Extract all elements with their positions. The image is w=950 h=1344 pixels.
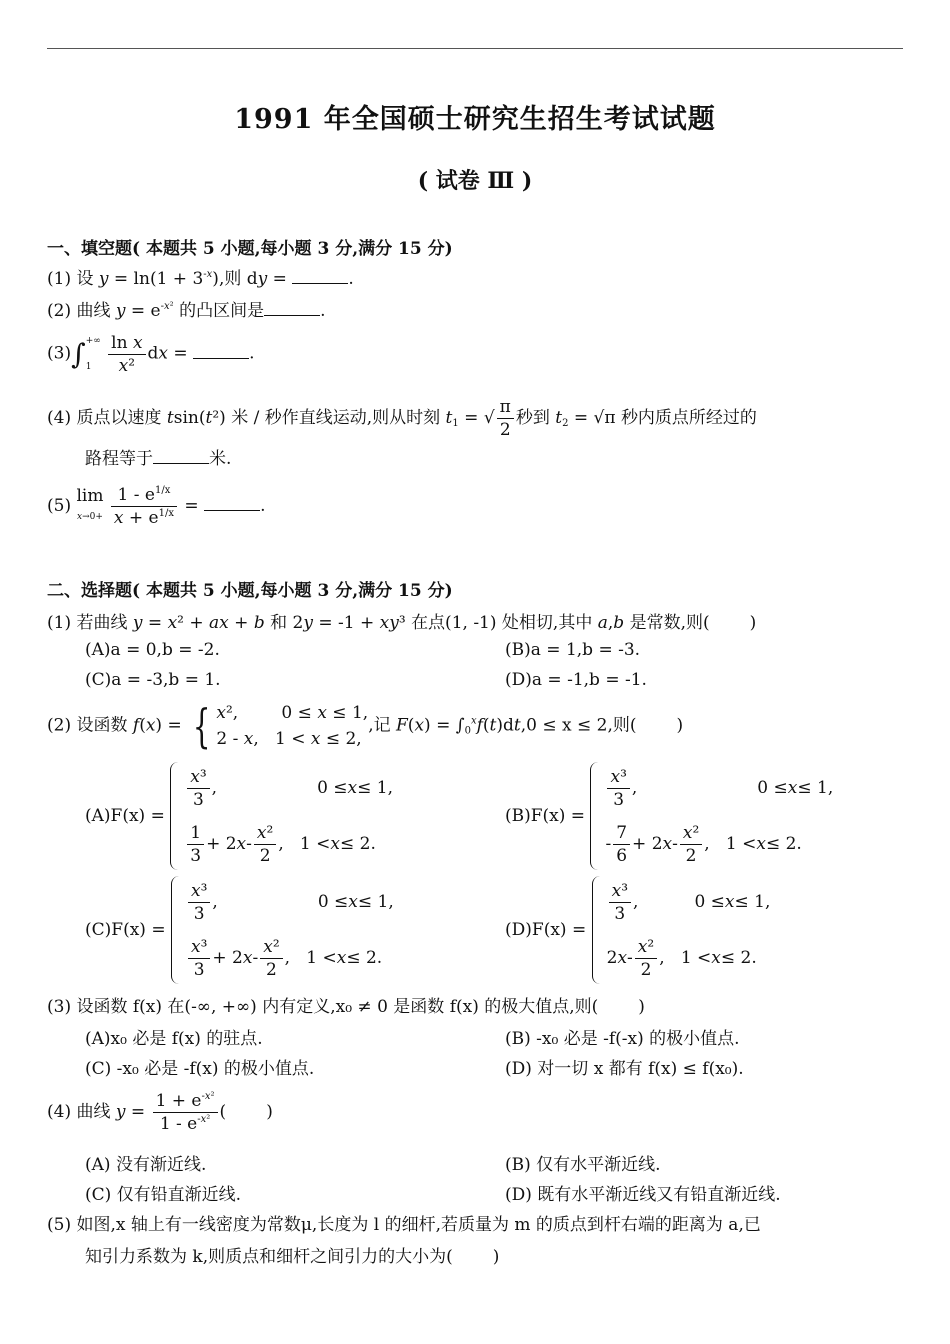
choice-q3: (3) 设函数 f(x) 在(-∞, +∞) 内有定义,x₀ ≠ 0 是函数 f(x) 的极大值点,则( ) [47, 997, 645, 1017]
exam-subtitle: ( 试卷 Ⅲ ) [417, 168, 533, 194]
answer-blank[interactable] [264, 301, 320, 316]
fill-q5: (5) lim x→0+ $\frac{1 - e^{1/x}}{x + e^{1/x}}$ = . [47, 485, 266, 528]
choice-q4: (4) 曲线 y = $\frac{1 + e^{-x^2}}{1 - e^{-x^2}}$ ( ) [47, 1091, 273, 1134]
answer-blank[interactable] [193, 344, 249, 359]
choice-q2-option-d[interactable]: (D)F(x) = $\frac{\text{x³}}{3}$ , 0 ≤ x ≤ 1, 2 x - $\frac{\text{x²}}{2}$ , 1 < x ≤ 2. [505, 874, 770, 986]
answer-blank[interactable] [153, 449, 209, 464]
choice-q1-option-d[interactable]: (D)a = -1,b = -1. [505, 670, 647, 690]
section2-heading: 二、选择题( 本题共 5 小题,每小题 3 分,满分 15 分) [47, 581, 453, 601]
choice-q2: (2) 设函数 f(x) = { x², 0 ≤ x ≤ 1, 2 - x, 1 < x ≤ 2, ,记 $F(x) = \int_0^xf(t)dt,0 \le x \le 2$,则( ) [47, 699, 684, 753]
section1-heading: 一、填空题( 本题共 5 小题,每小题 3 分,满分 15 分) [47, 239, 453, 259]
fill-q1: (1) 设 $y = \ln(1 + 3^{-x})$,则 dy = . [47, 269, 354, 289]
choice-q3-option-b[interactable]: (B) -x₀ 必是 -f(-x) 的极小值点. [505, 1029, 740, 1049]
fill-q4-line2: 路程等于 米. [85, 449, 232, 469]
choice-q5-line1: (5) 如图,x 轴上有一线密度为常数μ,长度为 l 的细杆,若质量为 m 的质点到杆右端的距离为 a,已 [47, 1215, 761, 1235]
choice-q1-option-a[interactable]: (A)a = 0,b = -2. [85, 640, 220, 660]
choice-q3-option-c[interactable]: (C) -x₀ 必是 -f(x) 的极小值点. [85, 1059, 315, 1079]
choice-q4-option-c[interactable]: (C) 仅有铅直渐近线. [85, 1185, 242, 1205]
answer-blank[interactable] [292, 269, 348, 284]
choice-q5-line2: 知引力系数为 k,则质点和细杆之间引力的大小为( ) [85, 1247, 500, 1267]
fill-q3: (3)∫+∞ 1 $\frac{\text{ln x}}{\text{x²}}$ dx = . [47, 332, 255, 376]
choice-q2-option-b[interactable]: (B)F(x) = $\frac{\text{x³}}{3}$ , 0 ≤ x ≤ 1, - $\frac{7}{6}$ + 2 x - $\frac{\text{x²}}{2}$ , 1 < x ≤ 2. [505, 760, 833, 872]
top-rule [47, 48, 903, 49]
fill-q2: (2) 曲线 $y = e^{-x^2}$ 的凸区间是 . [47, 301, 326, 321]
choice-q1-option-c[interactable]: (C)a = -3,b = 1. [85, 670, 221, 690]
choice-q4-option-b[interactable]: (B) 仅有水平渐近线. [505, 1155, 661, 1175]
choice-q1-option-b[interactable]: (B)a = 1,b = -3. [505, 640, 641, 660]
choice-q1: (1) 若曲线 y = x² + ax + b 和 2y = -1 + xy³ 在点(1, -1) 处相切,其中 a,b 是常数,则( ) [47, 613, 757, 633]
choice-q3-option-a[interactable]: (A)x₀ 必是 f(x) 的驻点. [85, 1029, 263, 1049]
choice-q4-option-a[interactable]: (A) 没有渐近线. [85, 1155, 207, 1175]
choice-q2-option-c[interactable]: (C)F(x) = $\frac{\text{x³}}{3}$ , 0 ≤ x ≤ 1, $\frac{\text{x³}}{3}$ + 2 x - $\frac{\text{x²}}{2}$ , 1 < x ≤ 2. [85, 874, 394, 986]
choice-q4-option-d[interactable]: (D) 既有水平渐近线又有铅直渐近线. [505, 1185, 781, 1205]
choice-q2-option-a[interactable]: (A)F(x) = $\frac{\text{x³}}{3}$ , 0 ≤ x ≤ 1, $\frac{1}{3}$ + 2 x - $\frac{\text{x²}}{2}$ , 1 < x ≤ 2. [85, 760, 393, 872]
exam-title: 1991 年全国硕士研究生招生考试试题 [234, 104, 716, 135]
choice-q3-option-d[interactable]: (D) 对一切 x 都有 f(x) ≤ f(x₀). [505, 1059, 744, 1079]
answer-blank[interactable] [204, 496, 260, 511]
fill-q4: (4) 质点以速度 tsin(t²) 米 / 秒作直线运动,则从时刻 $t_1$ = √ $\frac{\pi}{2}$ 秒到 $t_2 = √\pi$ 秒内质点所经过的 [47, 397, 757, 440]
